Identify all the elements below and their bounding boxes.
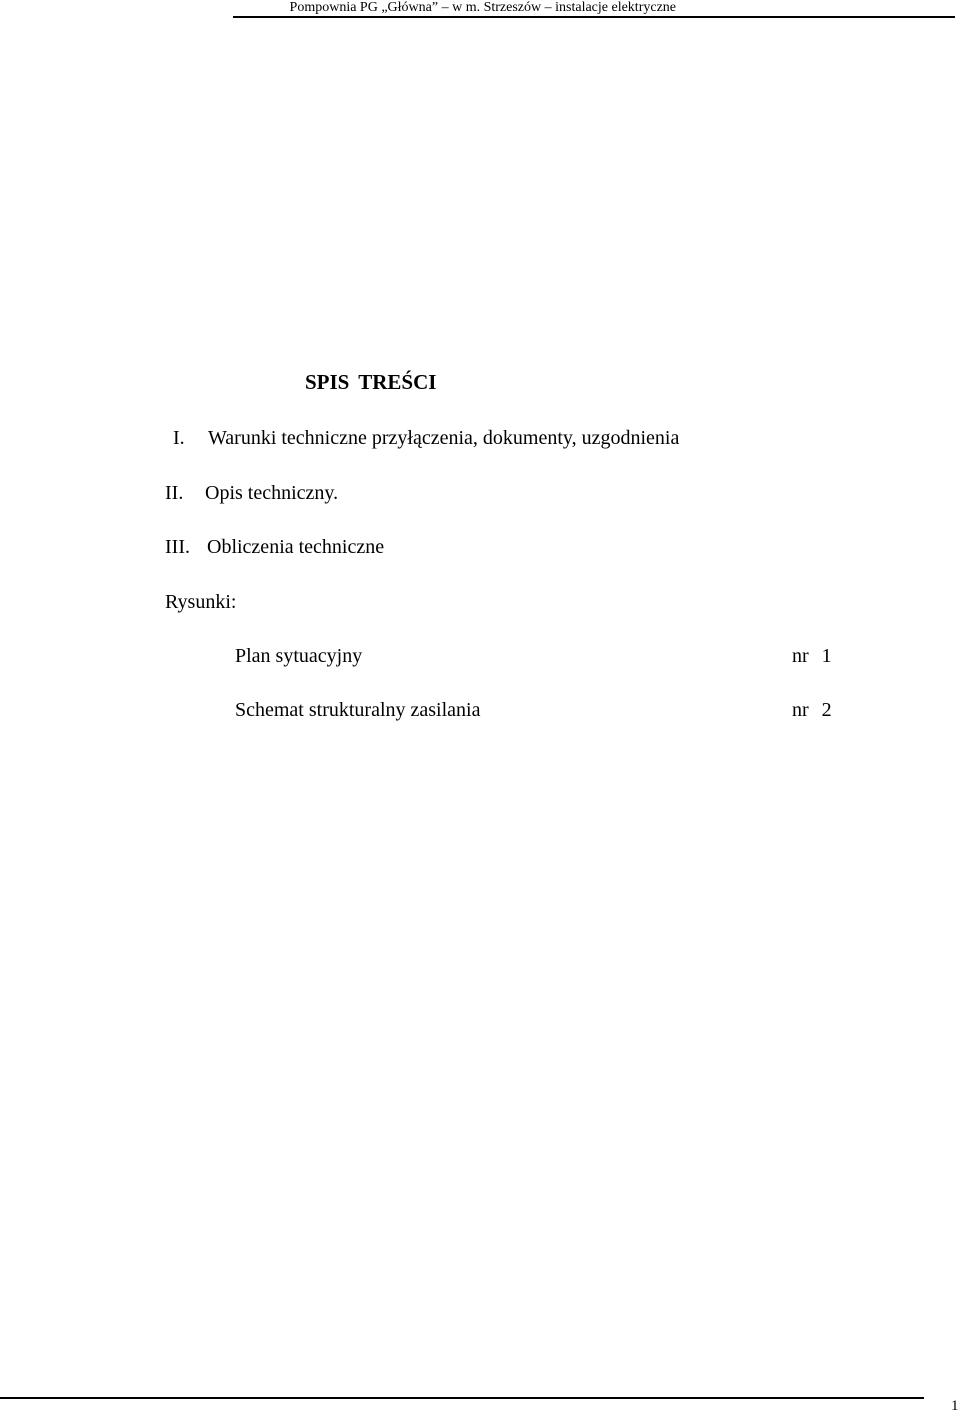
toc-section-number: II.	[165, 482, 184, 504]
drawings-heading: Rysunki:	[165, 591, 237, 613]
drawing-number: nr 1	[792, 645, 832, 667]
toc-section	[165, 481, 338, 505]
drawing-name: Plan sytuacyjny	[235, 645, 363, 667]
toc-section	[165, 535, 384, 559]
toc-section-label: Warunki techniczne przyłączenia, dokumenty, uzgodnienia	[208, 427, 680, 449]
page-number: 1	[951, 1398, 959, 1414]
toc-section	[173, 426, 679, 450]
drawing-name: Schemat strukturalny zasilania	[235, 699, 481, 721]
footer-divider	[0, 1397, 924, 1399]
toc-section-label: Opis techniczny.	[205, 482, 339, 504]
page-header: Pompownia PG „Główna” – w m. Strzeszów – instalacje elektryczne	[289, 0, 676, 15]
drawing-number: nr 2	[792, 699, 832, 721]
toc-section-number: I.	[173, 427, 185, 449]
toc-title: SPIS TREŚCI	[305, 370, 437, 394]
toc-section-label: Obliczenia techniczne	[207, 536, 385, 558]
header-divider	[233, 16, 955, 18]
toc-section-number: III.	[165, 536, 190, 558]
